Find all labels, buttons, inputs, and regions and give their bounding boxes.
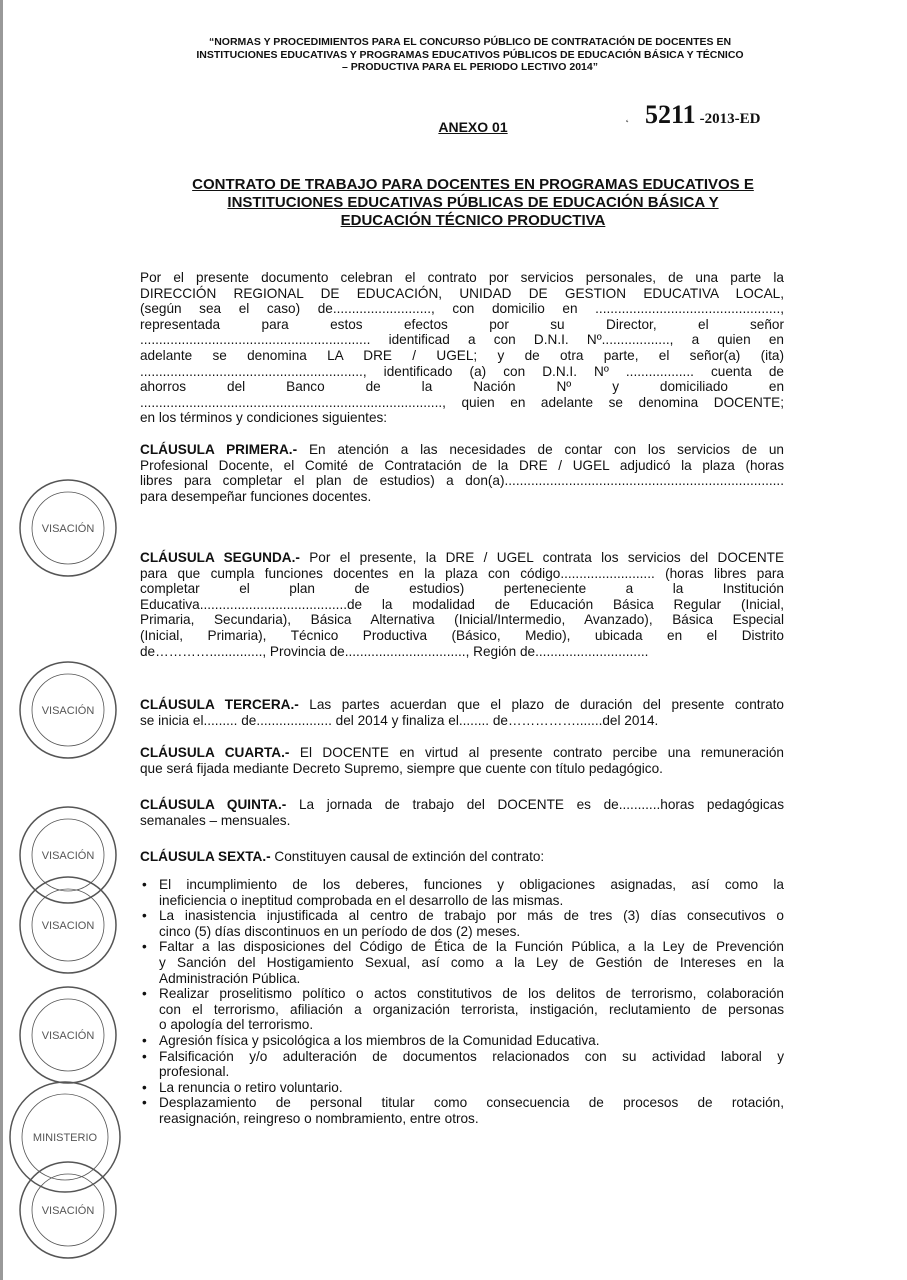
line-text: con el terrorismo, afiliación a organización terrorista, instigación, reclutamiento de personas bbox=[159, 1001, 784, 1017]
line-text: Profesional Docente, el Comité de Contratación de la DRE / UGEL adjudicó la plaza (horas bbox=[140, 457, 784, 473]
text-line bbox=[140, 761, 784, 777]
visacion-stamp bbox=[18, 1160, 118, 1265]
text-line bbox=[159, 1033, 784, 1049]
text-line bbox=[159, 908, 784, 924]
visacion-stamp bbox=[18, 985, 118, 1090]
text-line bbox=[159, 1080, 784, 1096]
text-line bbox=[140, 301, 784, 317]
text-line bbox=[159, 939, 784, 955]
bullet-icon: • bbox=[142, 939, 147, 955]
line-text: (según sea el caso) de.........................., con domicilio en ................................................., bbox=[140, 301, 784, 317]
clause-label: CLÁUSULA SEGUNDA.- bbox=[140, 550, 300, 565]
text-line bbox=[140, 644, 784, 660]
clause-label: CLÁUSULA TERCERA.- bbox=[140, 697, 299, 712]
line-text: Realizar proselitismo político o actos constitutivos de los delitos de terrorismo, colaboración bbox=[159, 986, 784, 1002]
resolution-main: 5211 bbox=[645, 100, 696, 129]
text-line bbox=[159, 955, 784, 971]
text-line bbox=[140, 364, 784, 380]
text-line bbox=[140, 597, 784, 613]
line-text: o apología del terrorismo. bbox=[159, 1017, 314, 1033]
line-text: se inicia el......... de.................... del 2014 y finaliza el........ de…………….......del 2014. bbox=[140, 712, 659, 728]
text-line bbox=[140, 395, 784, 411]
line-text: completar el plan de estudios) perteneciente a la Institución bbox=[140, 581, 784, 597]
line-text: El DOCENTE en virtud al presente contrato percibe una remuneración bbox=[289, 745, 784, 760]
line-text: La renuncia o retiro voluntario. bbox=[159, 1079, 343, 1095]
line-text: Primaria, Secundaria), Básica Alternativa (Inicial/Intermedio, Avanzado), Básica Especial bbox=[140, 612, 784, 628]
line-text: adelante se denomina LA DRE / UGEL; y de otra parte, el señor(a) (ita) bbox=[140, 347, 784, 363]
text-line bbox=[159, 1017, 784, 1033]
bullet-icon: • bbox=[142, 908, 147, 924]
line-text: Administración Pública. bbox=[159, 970, 301, 986]
line-text: y Sanción del Hostigamiento Sexual, así como a la Ley de Gestión de Intereses en la bbox=[159, 954, 784, 970]
resolution-suffix: -2013-ED bbox=[699, 111, 761, 127]
visacion-stamp bbox=[18, 478, 118, 583]
line-text: La inasistencia injustificada al centro de trabajo por más de tres (3) días consecutivos o bbox=[159, 908, 784, 924]
causales-list bbox=[140, 877, 784, 1127]
line-text: Desplazamiento de personal titular como consecuencia de procesos de rotación, bbox=[159, 1095, 784, 1111]
list-item bbox=[140, 908, 784, 939]
text-line bbox=[159, 1064, 784, 1080]
header-line: INSTITUCIONES EDUCATIVAS Y PROGRAMAS EDUCATIVOS PÚBLICOS DE EDUCACIÓN BÁSICA Y TÉCNICO bbox=[196, 48, 744, 61]
line-text: cinco (5) días discontinuos en un período de dos (2) meses. bbox=[159, 923, 521, 939]
clause-segunda bbox=[140, 550, 784, 659]
text-line bbox=[140, 332, 784, 348]
line-text: libres para completar el plan de estudios) a don(a).......................................................................... bbox=[140, 473, 784, 489]
line-text: Constituyen causal de extinción del contrato: bbox=[270, 849, 545, 864]
line-text: Las partes acuerdan que el plazo de duración del presente contrato bbox=[298, 697, 784, 712]
text-line bbox=[140, 550, 784, 566]
text-line bbox=[159, 1002, 784, 1018]
line-text: para que cumpla funciones docentes en la plaza con código......................... (horas libres para bbox=[140, 565, 784, 581]
bullet-icon: • bbox=[142, 1079, 147, 1095]
text-line bbox=[159, 877, 784, 893]
text-line bbox=[159, 1111, 784, 1127]
bullet-icon: • bbox=[142, 1095, 147, 1111]
text-line bbox=[140, 286, 784, 302]
visacion-stamp bbox=[18, 875, 118, 980]
list-item bbox=[140, 986, 784, 1033]
line-text: reasignación, reingreso o nombramiento, entre otros. bbox=[159, 1110, 479, 1126]
line-text: ................................................................................, quien en adelante se denomina DOCENTE; bbox=[140, 394, 784, 410]
title-line: CONTRATO DE TRABAJO PARA DOCENTES EN PROGRAMAS EDUCATIVOS E bbox=[192, 176, 754, 193]
text-line bbox=[140, 697, 784, 713]
line-text: en los términos y condiciones siguientes: bbox=[140, 410, 388, 426]
line-text: de………….............., Provincia de................................, Región de.............................. bbox=[140, 643, 649, 659]
bullet-icon: • bbox=[142, 1032, 147, 1048]
clause-primera bbox=[140, 442, 784, 504]
text-line bbox=[140, 813, 784, 829]
document-header bbox=[140, 36, 800, 74]
scan-mark: ˛ bbox=[626, 112, 630, 123]
header-line: – PRODUCTIVA PARA EL PERIODO LECTIVO 2014” bbox=[342, 61, 598, 73]
clause-label: CLÁUSULA QUINTA.- bbox=[140, 797, 287, 812]
line-text: que será fijada mediante Decreto Supremo, siempre que cuente con título pedagógico. bbox=[140, 760, 663, 776]
text-line bbox=[140, 849, 784, 865]
line-text: El incumplimiento de los deberes, funciones y obligaciones asignadas, así como la bbox=[159, 877, 784, 892]
svg-text:VISACIÓN: VISACIÓN bbox=[41, 523, 95, 535]
line-text: ............................................................. identificad a con D.N.I. Nº.................., a quien en bbox=[140, 332, 784, 348]
list-item bbox=[140, 1033, 784, 1049]
line-text: ..........................................................., identificado (a) con D.N.I. Nº .................. cuenta de bbox=[140, 363, 784, 379]
line-text: para desempeñar funciones docentes. bbox=[140, 488, 372, 504]
annex-title: ANEXO 01 bbox=[438, 119, 508, 135]
svg-text:VISACION: VISACION bbox=[41, 920, 95, 932]
clause-label: CLÁUSULA PRIMERA.- bbox=[140, 442, 298, 457]
clause-sexta bbox=[140, 849, 784, 865]
svg-text:VISACIÓN: VISACIÓN bbox=[41, 1030, 95, 1042]
line-text: Educativa.......................................de la modalidad de Educación Básica Regular (Inicial, bbox=[140, 596, 784, 612]
text-line bbox=[140, 797, 784, 813]
text-line bbox=[140, 745, 784, 761]
text-line bbox=[140, 410, 784, 426]
text-line bbox=[140, 713, 784, 729]
text-line bbox=[140, 581, 784, 597]
visacion-stamp bbox=[18, 660, 118, 765]
line-text: Faltar a las disposiciones del Código de Ética de la Función Pública, a la Ley de Prevención bbox=[159, 939, 784, 955]
text-line bbox=[140, 379, 784, 395]
line-text: En atención a las necesidades de contar con los servicios de un bbox=[297, 442, 784, 457]
line-text: semanales – mensuales. bbox=[140, 812, 291, 828]
line-text: representada para estos efectos por su Director, el señor bbox=[140, 316, 784, 332]
line-text: Agresión física y psicológica a los miembros de la Comunidad Educativa. bbox=[159, 1032, 600, 1048]
text-line bbox=[140, 473, 784, 489]
text-line bbox=[159, 924, 784, 940]
text-line bbox=[140, 442, 784, 458]
list-item bbox=[140, 1080, 784, 1096]
clause-label: CLÁUSULA CUARTA.- bbox=[140, 745, 290, 760]
title-line: INSTITUCIONES EDUCATIVAS PÚBLICAS DE EDUCACIÓN BÁSICA Y bbox=[227, 194, 719, 211]
bullet-icon: • bbox=[142, 877, 147, 892]
text-line bbox=[140, 566, 784, 582]
text-line bbox=[159, 971, 784, 987]
line-text: DIRECCIÓN REGIONAL DE EDUCACIÓN, UNIDAD DE GESTION EDUCATIVA LOCAL, bbox=[140, 285, 784, 301]
clause-quinta bbox=[140, 797, 784, 828]
clause-label: CLÁUSULA SEXTA.- bbox=[140, 849, 271, 864]
clause-tercera bbox=[140, 697, 784, 728]
intro-paragraph bbox=[140, 270, 784, 426]
line-text: (Inicial, Primaria), Técnico Productiva (Básico, Medio), ubicada en el Distrito bbox=[140, 627, 784, 643]
scan-edge bbox=[0, 0, 3, 1280]
bullet-icon: • bbox=[142, 1048, 147, 1064]
line-text: Por el presente, la DRE / UGEL contrata los servicios del DOCENTE bbox=[299, 550, 785, 565]
text-line bbox=[140, 489, 784, 505]
line-text: ineficiencia o ineptitud comprobada en el desarrollo de las mismas. bbox=[159, 892, 564, 908]
svg-text:VISACIÓN: VISACIÓN bbox=[41, 850, 95, 862]
contract-title bbox=[140, 176, 806, 230]
clause-cuarta bbox=[140, 745, 784, 776]
text-line bbox=[140, 628, 784, 644]
svg-text:MINISTERIO: MINISTERIO bbox=[32, 1132, 98, 1144]
line-text: La jornada de trabajo del DOCENTE es de...........horas pedagógicas bbox=[286, 797, 784, 812]
text-line bbox=[140, 348, 784, 364]
text-line bbox=[140, 458, 784, 474]
line-text: profesional. bbox=[159, 1064, 230, 1080]
header-line: “NORMAS Y PROCEDIMIENTOS PARA EL CONCURSO PÚBLICO DE CONTRATACIÓN DE DOCENTES EN bbox=[208, 36, 732, 48]
svg-text:VISACIÓN: VISACIÓN bbox=[41, 1205, 95, 1217]
text-line bbox=[159, 1049, 784, 1065]
title-line: EDUCACIÓN TÉCNICO PRODUCTIVA bbox=[340, 212, 606, 229]
svg-text:VISACIÓN: VISACIÓN bbox=[41, 705, 95, 717]
line-text: Por el presente documento celebran el contrato por servicios personales, de una parte la bbox=[140, 270, 784, 285]
text-line bbox=[159, 1095, 784, 1111]
text-line bbox=[159, 893, 784, 909]
text-line bbox=[140, 317, 784, 333]
list-item bbox=[140, 877, 784, 908]
line-text: ahorros del Banco de la Nación Nº y domiciliado en bbox=[140, 379, 784, 395]
list-item bbox=[140, 1095, 784, 1126]
text-line bbox=[140, 270, 784, 286]
text-line bbox=[140, 612, 784, 628]
line-text: Falsificación y/o adulteración de documentos relacionados con su actividad laboral y bbox=[159, 1048, 784, 1064]
text-line bbox=[159, 986, 784, 1002]
bullet-icon: • bbox=[142, 986, 147, 1002]
list-item bbox=[140, 939, 784, 986]
list-item bbox=[140, 1049, 784, 1080]
